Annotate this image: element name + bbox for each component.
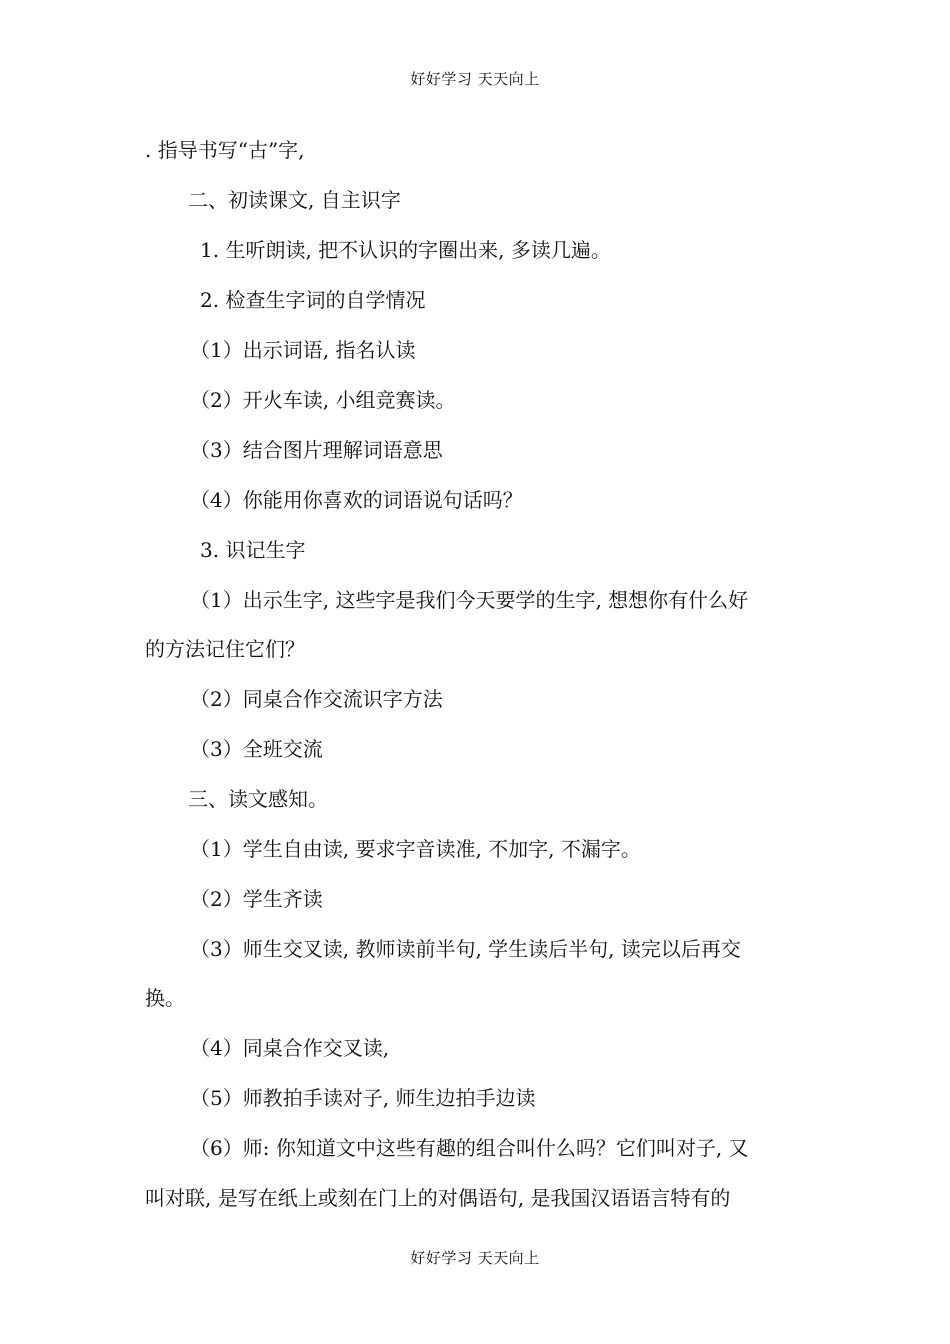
paragraph-line: （1）学生自由读, 要求字音读准, 不加字, 不漏字。 — [190, 837, 641, 861]
paragraph-line: （2）学生齐读 — [190, 887, 323, 911]
paragraph-line: （3）结合图片理解词语意思 — [190, 438, 443, 462]
paragraph-line: （2）开火车读, 小组竞赛读。 — [190, 388, 456, 412]
paragraph-line: 3. 识记生字 — [200, 538, 306, 562]
page-footer: 好好学习 天天向上 — [410, 1249, 540, 1267]
paragraph-line: （3）全班交流 — [190, 737, 323, 761]
paragraph-line: （2）同桌合作交流识字方法 — [190, 687, 443, 711]
paragraph-line: 2. 检查生字词的自学情况 — [200, 288, 426, 312]
paragraph-line: （1）出示生字, 这些字是我们今天要学的生字, 想想你有什么好 — [190, 588, 749, 612]
paragraph-line: （4）你能用你喜欢的词语说句话吗？ — [190, 488, 523, 512]
paragraph-line: （5）师教拍手读对子, 师生边拍手边读 — [190, 1086, 536, 1110]
page-header: 好好学习 天天向上 — [410, 70, 540, 88]
paragraph-line: （6）师: 你知道文中这些有趣的组合叫什么吗？它们叫对子, 又 — [190, 1136, 749, 1160]
paragraph-line: （1）出示词语, 指名认读 — [190, 338, 416, 362]
paragraph-line: 1. 生听朗读, 把不认识的字圈出来, 多读几遍。 — [200, 238, 611, 262]
paragraph-line: . 指导书写“古”字, — [145, 138, 305, 162]
paragraph-line: （3）师生交叉读, 教师读前半句, 学生读后半句, 读完以后再交 — [190, 937, 741, 961]
paragraph-line: 叫对联, 是写在纸上或刻在门上的对偶语句, 是我国汉语语言特有的 — [145, 1186, 731, 1210]
paragraph-line: 的方法记住它们？ — [145, 637, 305, 661]
section-heading: 三、读文感知。 — [188, 787, 328, 811]
paragraph-line: （4）同桌合作交叉读, — [190, 1036, 390, 1060]
section-heading: 二、初读课文, 自主识字 — [188, 188, 401, 212]
paragraph-line: 换。 — [145, 986, 185, 1010]
